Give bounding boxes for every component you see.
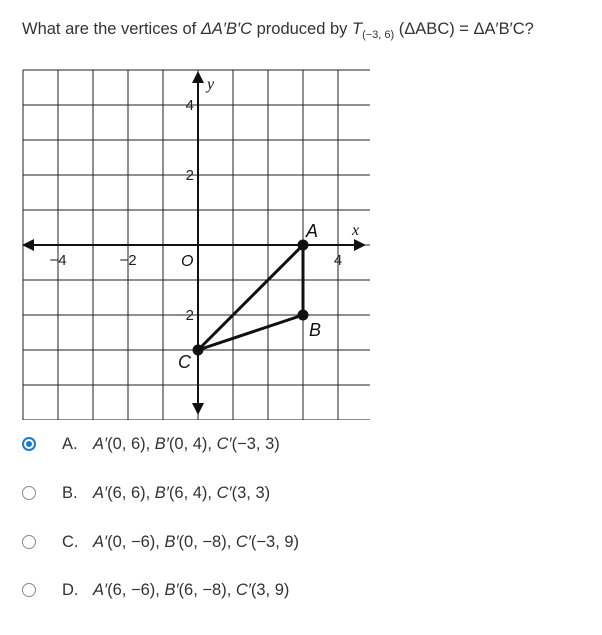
vertex-name: C′ bbox=[235, 580, 251, 599]
vertex-coordinates: (6, 4), bbox=[168, 483, 217, 502]
vertex-b-dot bbox=[298, 310, 309, 321]
option-d[interactable] bbox=[22, 575, 289, 605]
vertex-a-dot bbox=[298, 240, 309, 251]
option-text bbox=[93, 435, 280, 454]
y-tick-label: −2 bbox=[176, 307, 194, 324]
radio-button[interactable] bbox=[22, 486, 36, 500]
vertex-name: A′ bbox=[93, 483, 108, 502]
vertex-a-label: A bbox=[306, 221, 319, 241]
vertex-coordinates: (0, 6), bbox=[107, 434, 155, 453]
vertex-coordinates: (6, 6), bbox=[107, 483, 155, 502]
y-tick-label: 4 bbox=[185, 97, 194, 114]
y-tick-label: 2 bbox=[185, 167, 194, 184]
vertex-coordinates: (0, −8), bbox=[178, 532, 236, 551]
vertex-coordinates: (0, −6), bbox=[107, 532, 165, 551]
y-axis-arrow-down bbox=[192, 403, 204, 415]
vertex-name: A′ bbox=[93, 580, 108, 599]
option-a[interactable] bbox=[22, 429, 280, 459]
vertex-name: A′ bbox=[93, 532, 108, 551]
option-c[interactable] bbox=[22, 527, 299, 557]
vertex-coordinates: (−3, 9) bbox=[250, 532, 300, 551]
radio-button[interactable] bbox=[22, 535, 36, 549]
triangle-abc bbox=[178, 221, 321, 372]
vertex-coordinates: (6, −8), bbox=[178, 580, 236, 599]
vertex-c-dot bbox=[193, 345, 204, 356]
vertex-coordinates: (−3, 3) bbox=[231, 434, 280, 453]
x-axis-arrow-left bbox=[22, 239, 34, 251]
axes bbox=[22, 71, 366, 415]
vertex-name: B′ bbox=[164, 580, 179, 599]
radio-button[interactable] bbox=[22, 437, 36, 451]
x-axis-arrow-right bbox=[354, 239, 366, 251]
option-text bbox=[93, 581, 289, 600]
y-axis-label: y bbox=[207, 76, 215, 93]
x-tick-label: 4 bbox=[333, 252, 343, 269]
option-text bbox=[93, 533, 299, 552]
option-letter: A. bbox=[62, 434, 78, 453]
x-tick-label: −4 bbox=[49, 252, 67, 269]
vertex-name: B′ bbox=[164, 532, 179, 551]
option-letter: D. bbox=[62, 580, 79, 599]
vertex-coordinates: (6, −6), bbox=[107, 580, 165, 599]
vertex-b-label: B bbox=[309, 320, 322, 340]
option-letter: B. bbox=[62, 483, 78, 502]
y-axis-arrow-up bbox=[192, 71, 204, 83]
vertex-name: C′ bbox=[235, 532, 251, 551]
option-letter: C. bbox=[62, 532, 79, 551]
triangle-outline bbox=[198, 245, 303, 350]
vertex-name: C′ bbox=[216, 434, 232, 453]
vertex-name: B′ bbox=[154, 434, 169, 453]
question-text: What are the vertices of ΔA′B′C produced by $T_{(-3, 6)}$ (ΔABC) = ΔA′B′C? bbox=[22, 20, 534, 41]
radio-button[interactable] bbox=[22, 583, 36, 597]
vertex-coordinates: (0, 4), bbox=[168, 434, 217, 453]
coordinate-graph bbox=[18, 68, 370, 420]
vertex-coordinates: (3, 3) bbox=[231, 483, 271, 502]
x-tick-label: −2 bbox=[119, 252, 137, 269]
vertex-name: B′ bbox=[154, 483, 169, 502]
vertex-c-label: C bbox=[178, 352, 191, 372]
vertex-coordinates: (3, 9) bbox=[250, 580, 290, 599]
vertex-name: A′ bbox=[93, 434, 108, 453]
origin-label: O bbox=[181, 253, 194, 270]
x-axis-label: x bbox=[352, 222, 360, 239]
option-b[interactable] bbox=[22, 478, 270, 508]
option-text bbox=[93, 484, 270, 503]
vertex-name: C′ bbox=[216, 483, 232, 502]
